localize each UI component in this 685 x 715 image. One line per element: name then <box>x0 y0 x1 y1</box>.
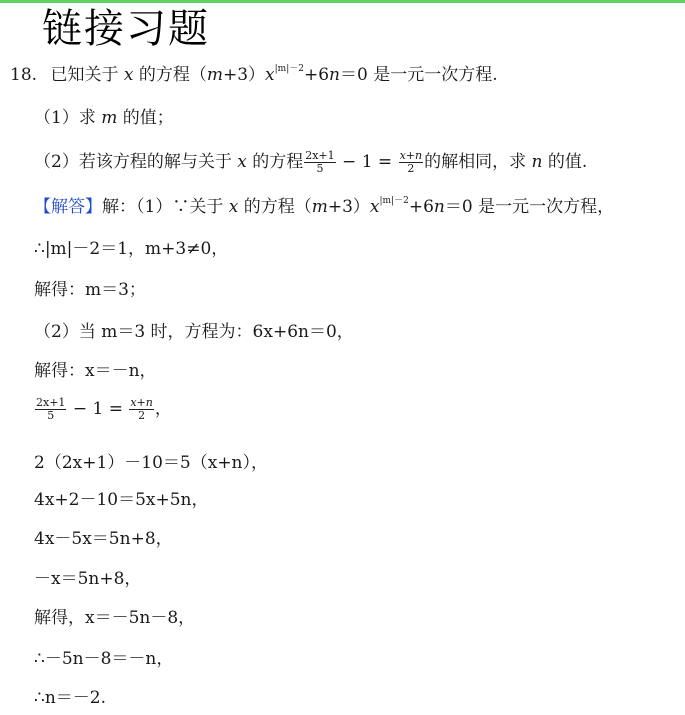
solution-line-12: ∴－5n－8＝－n， <box>34 649 174 669</box>
solution-line-3: 解得：m＝3； <box>34 280 146 300</box>
answer-label: 【解答】 <box>34 197 102 217</box>
problem-stem: 18. 已知关于 x 的方程$(m+3)x^{|m|-2}+6n=0$ 是一元一次方程. <box>10 64 498 85</box>
solution-line-1: 【解答】解：（1）∵关于 x 的方程$(m+3)x^{|m|-2}+6n=0$ 是一元一次方程， <box>34 196 615 217</box>
question-2: （2）若该方程的解与关于 x 的方程 $\frac{2x+1}{5}$ − 1 = $\frac{x+n}{2}$ 的解相同，求 n 的值. <box>34 149 588 175</box>
solution-line-9: 4x－5x＝5n+8， <box>34 529 173 549</box>
solution-line-13: ∴n＝－2. <box>34 688 106 708</box>
top-accent-line <box>0 0 685 3</box>
problem-number: 18. <box>10 65 38 85</box>
fraction: $\frac{x+n}{2}$ <box>130 396 153 422</box>
exponent: |m|－2 <box>274 64 304 74</box>
solution-line-10: －x＝5n+8， <box>34 569 142 589</box>
solution-line-5: 解得：x＝－n， <box>34 361 157 381</box>
solution-line-6: $\frac{2x+1}{5}$ − 1 = $\frac{x+n}{2}$ ， <box>36 396 172 422</box>
fraction: $\frac{x+n}{2}$ <box>399 149 423 175</box>
fraction: $\frac{2x+1}{5}$ <box>305 149 335 175</box>
question-1: （1）求 m 的值； <box>34 108 174 128</box>
solution-line-8: 4x+2－10＝5x+5n， <box>34 490 209 510</box>
solution-line-2: ∴|m|－2＝1，m+3≠0， <box>34 239 229 259</box>
exponent: |m|－2 <box>379 196 409 206</box>
solution-line-4: （2）当 m＝3 时，方程为：6x+6n＝0， <box>34 322 354 342</box>
fraction: $\frac{2x+1}{5}$ <box>36 396 66 422</box>
solution-line-7: 2（2x+1）－10＝5（x+n）， <box>34 453 269 473</box>
page-title: 链接习题 <box>42 6 210 52</box>
solution-line-11: 解得，x＝－5n－8， <box>34 608 196 628</box>
